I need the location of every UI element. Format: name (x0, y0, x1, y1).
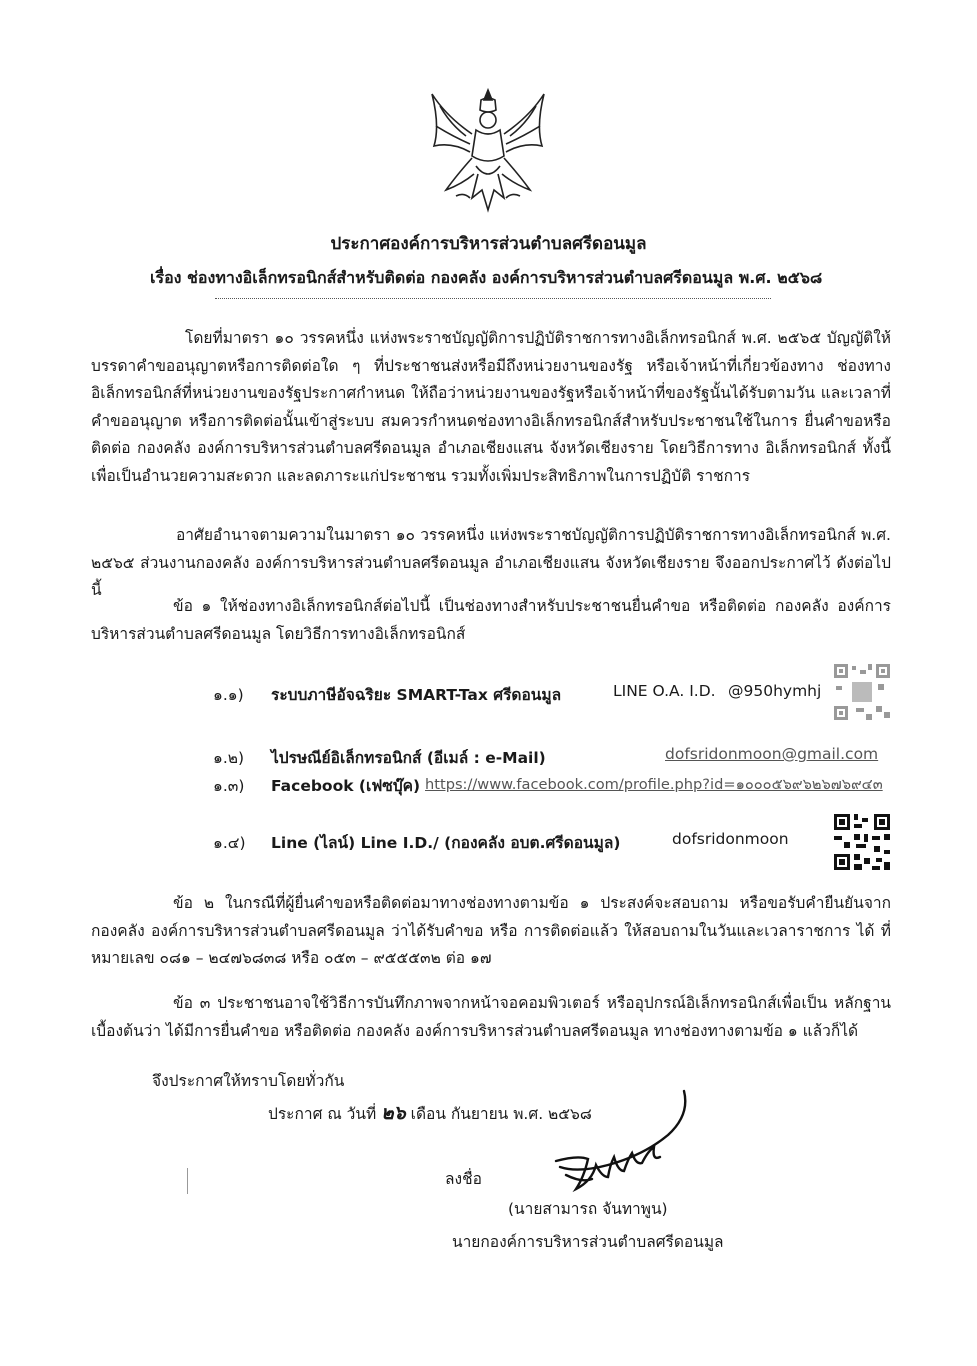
item-1-label: ระบบภาษีอัจฉริยะ SMART-Tax ศรีดอนมูล (271, 686, 562, 704)
item-1-lineoa-id[interactable]: @950hymhj (728, 682, 822, 700)
paragraph-2-text: อาศัยอำนาจตามความในมาตรา ๑๐ วรรคหนึ่ง แห่งพระราชบัญญัติการปฏิบัติราชการทางอิเล็กทรอนิกส์ พ.ศ. ๒๕๖๕ ส่วนงานกองคลัง องค์การบริหารส่วนตำบลศรีดอนมูล อำเภอเชียงแสน จังหวัดเชียงราย จึงออกประกาศไว้ ดังต่อไปนี้ (91, 526, 891, 600)
signer-position: นายกองค์การบริหารส่วนตำบลศรีดอนมูล (452, 1233, 724, 1251)
garuda-emblem (426, 86, 550, 216)
qr-code-icon (832, 812, 892, 872)
sign-label: ลงชื่อ (445, 1170, 482, 1188)
line-id-value[interactable]: dofsridonmoon (672, 830, 789, 848)
dotted-divider (215, 298, 771, 299)
item-4-label: Line (ไลน์) Line I.D./ (กองคลัง อบต.ศรีดอนมูล) (271, 834, 621, 852)
item-1-number: ๑.๑) (213, 686, 244, 704)
clause-3 (91, 990, 891, 1045)
clause-1 (91, 593, 891, 648)
item-2-number: ๑.๒) (213, 749, 245, 767)
announce-suffix: เดือน กันยายน พ.ศ. ๒๕๖๘ (410, 1105, 592, 1123)
announce-day: ๒๖ (381, 1102, 406, 1124)
facebook-link[interactable]: https://www.facebook.com/profile.php?id=๑๐๐๐๕๖๙๖๒๖๗๖๙๔๓ (425, 776, 883, 793)
item-2-label: ไปรษณีย์อิเล็กทรอนิกส์ (อีเมล์ : e-Mail) (271, 749, 546, 767)
clause-1-text: ข้อ ๑ ให้ช่องทางอิเล็กทรอนิกส์ต่อไปนี้ เป็นช่องทางสำหรับประชาชนยื่นคำขอ หรือติดต่อ กองคลัง องค์การ บริหารส่วนตำบลศรีดอนมูล โดยวิธีการทางอิเล็กทรอนิกส์ (91, 597, 891, 643)
paragraph-1-text: โดยที่มาตรา ๑๐ วรรคหนึ่ง แห่งพระราชบัญญัติการปฏิบัติราชการทางอิเล็กทรอนิกส์ พ.ศ. ๒๕๖๕ บัญญัติให้บรรดาคำขออนุญาตหรือการติดต่อใด ๆ ที่ประชาชนส่งหรือมีถึงหน่วยงานของรัฐ หรือเจ้าหน้าที่เกี่ยวข้องทาง ช่องทางอิเล็กทรอนิกส์ที่หน่วยงานของรัฐประกาศกำหนด ให้ถือว่าหน่วยงานของรัฐหรือเจ้าหน้าที่ของรัฐนั้นได้รับตามวัน และเวลาที่คำขออนุญาต หรือการติดต่อนั้นเข้าสู่ระบบ สมควรกำหนดช่องทางอิเล็กทรอนิกส์สำหรับประชาชนใช้ในการ ยื่นคำขอหรือติดต่อ กองคลัง องค์การบริหารส่วนตำบลศรีดอนมูล อำเภอเชียงแสน จังหวัดเชียงราย โดยวิธีการทาง อิเล็กทรอนิกส์ ทั้งนี้เพื่อเป็นอำนวยความสะดวก และลดภาระแก่ประชาชน รวมทั้งเพิ่มประสิทธิภาพในการปฏิบัติ ราชการ (91, 329, 891, 485)
clause-2 (91, 890, 891, 973)
item-1-lineoa-label: LINE O.A. I.D. (613, 682, 716, 700)
email-link[interactable]: dofsridonmoon@gmail.com (665, 745, 879, 763)
item-3-number: ๑.๓) (213, 777, 245, 795)
clause-3-text: ข้อ ๓ ประชาชนอาจใช้วิธีการบันทึกภาพจากหน้าจอคอมพิวเตอร์ หรืออุปกรณ์อิเล็กทรอนิกส์เพื่อเป็น หลักฐานเบื้องต้นว่า ได้มีการยื่นคำขอ หรือติดต่อ กองคลัง องค์การบริหารส่วนตำบลศรีดอนมูล ทางช่องทางตามข้อ ๑ แล้วก็ได้ (91, 994, 891, 1040)
scan-mark (187, 1168, 188, 1194)
signer-name: (นายสามารถ จันทาพูน) (508, 1200, 668, 1218)
document-title: ประกาศองค์การบริหารส่วนตำบลศรีดอนมูล (330, 234, 647, 254)
announce-prefix: ประกาศ ณ วันที่ (268, 1105, 377, 1123)
qr-code-icon (832, 662, 892, 722)
closing-statement: จึงประกาศให้ทราบโดยทั่วกัน (152, 1072, 345, 1090)
item-3-label: Facebook (เฟซบุ๊ค) (271, 777, 421, 795)
document-subject: เรื่อง ช่องทางอิเล็กทรอนิกส์สำหรับติดต่อ กองคลัง องค์การบริหารส่วนตำบลศรีดอนมูล พ.ศ. ๒๕๖๘ (150, 268, 823, 287)
paragraph-1 (91, 325, 891, 491)
handwritten-signature (548, 1085, 698, 1200)
announcement-date (268, 1098, 592, 1128)
item-4-number: ๑.๔) (213, 834, 246, 852)
clause-2-text: ข้อ ๒ ในกรณีที่ผู้ยื่นคำขอหรือติดต่อมาทางช่องทางตามข้อ ๑ ประสงค์จะสอบถาม หรือขอรับคำยืนยันจาก กองคลัง องค์การบริหารส่วนตำบลศรีดอนมูล ว่าได้รับคำขอ หรือ การติดต่อแล้ว ให้สอบถามในวันและเวลาราชการ ได้ ที่หมายเลข ๐๘๑ – ๒๔๗๖๘๓๘ หรือ ๐๕๓ – ๙๕๕๕๓๒ ต่อ ๑๗ (91, 894, 891, 968)
